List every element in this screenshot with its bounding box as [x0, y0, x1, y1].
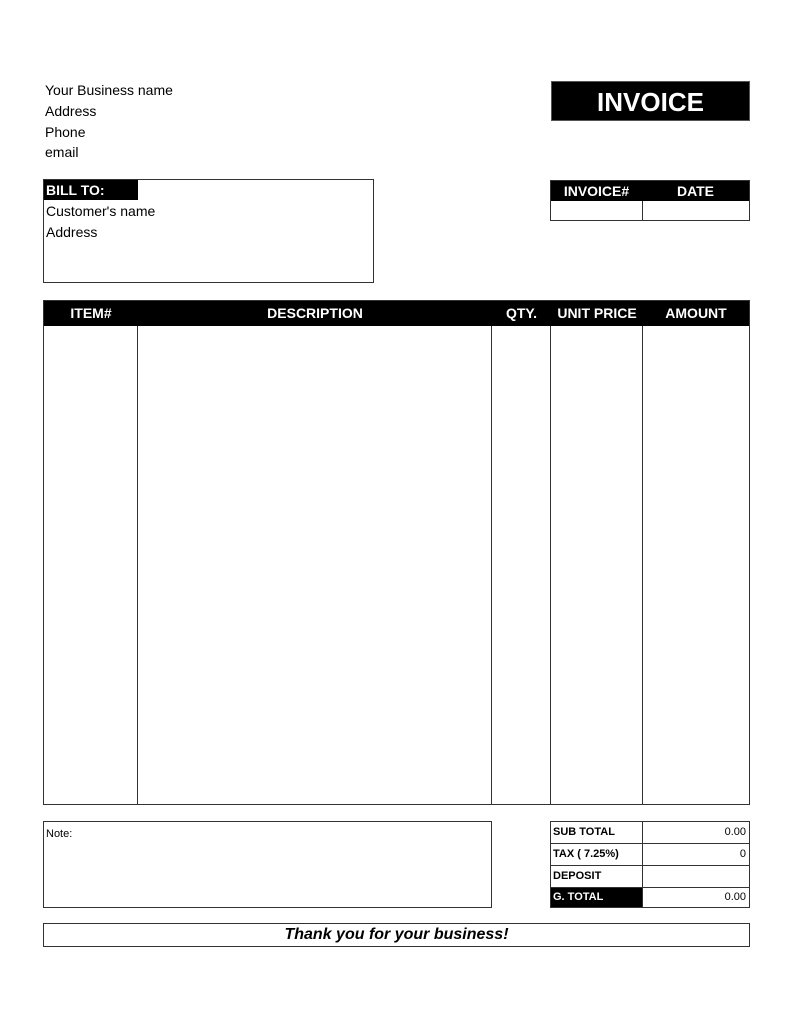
totals-table: [550, 821, 750, 908]
tax-label: TAX ( 7.25%): [553, 848, 619, 860]
business-email: email: [45, 144, 79, 160]
header-amount: AMOUNT: [665, 305, 727, 321]
items-table: [43, 300, 750, 805]
business-address: Address: [45, 103, 97, 119]
header-qty: QTY.: [505, 305, 538, 321]
header-description: DESCRIPTION: [267, 305, 363, 321]
tax-value: 0: [739, 848, 746, 860]
invoice-number-field[interactable]: [551, 201, 642, 221]
invoice-title: INVOICE: [551, 81, 750, 121]
date-field[interactable]: [643, 201, 749, 221]
business-phone: Phone: [45, 124, 86, 140]
deposit-label: DEPOSIT: [553, 870, 602, 882]
bill-to-box: [43, 179, 374, 283]
header-unit-price: UNIT PRICE: [557, 305, 637, 321]
bill-to-label: BILL TO:: [44, 180, 138, 200]
customer-name: Customer's name: [46, 203, 156, 219]
invoice-meta-table: [550, 180, 750, 221]
customer-address: Address: [46, 224, 98, 240]
grand-total-value: 0.00: [724, 891, 746, 903]
invoice-number-header: INVOICE#: [563, 183, 630, 199]
subtotal-label: SUB TOTAL: [553, 826, 615, 838]
business-name: Your Business name: [45, 82, 173, 98]
thank-you-footer: Thank you for your business!: [43, 923, 750, 947]
header-item: ITEM#: [70, 305, 112, 321]
note-box[interactable]: [43, 821, 492, 908]
note-label: Note:: [46, 828, 73, 840]
grand-total-label: G. TOTAL: [551, 888, 642, 907]
subtotal-value: 0.00: [724, 826, 746, 838]
date-header: DATE: [676, 183, 715, 199]
